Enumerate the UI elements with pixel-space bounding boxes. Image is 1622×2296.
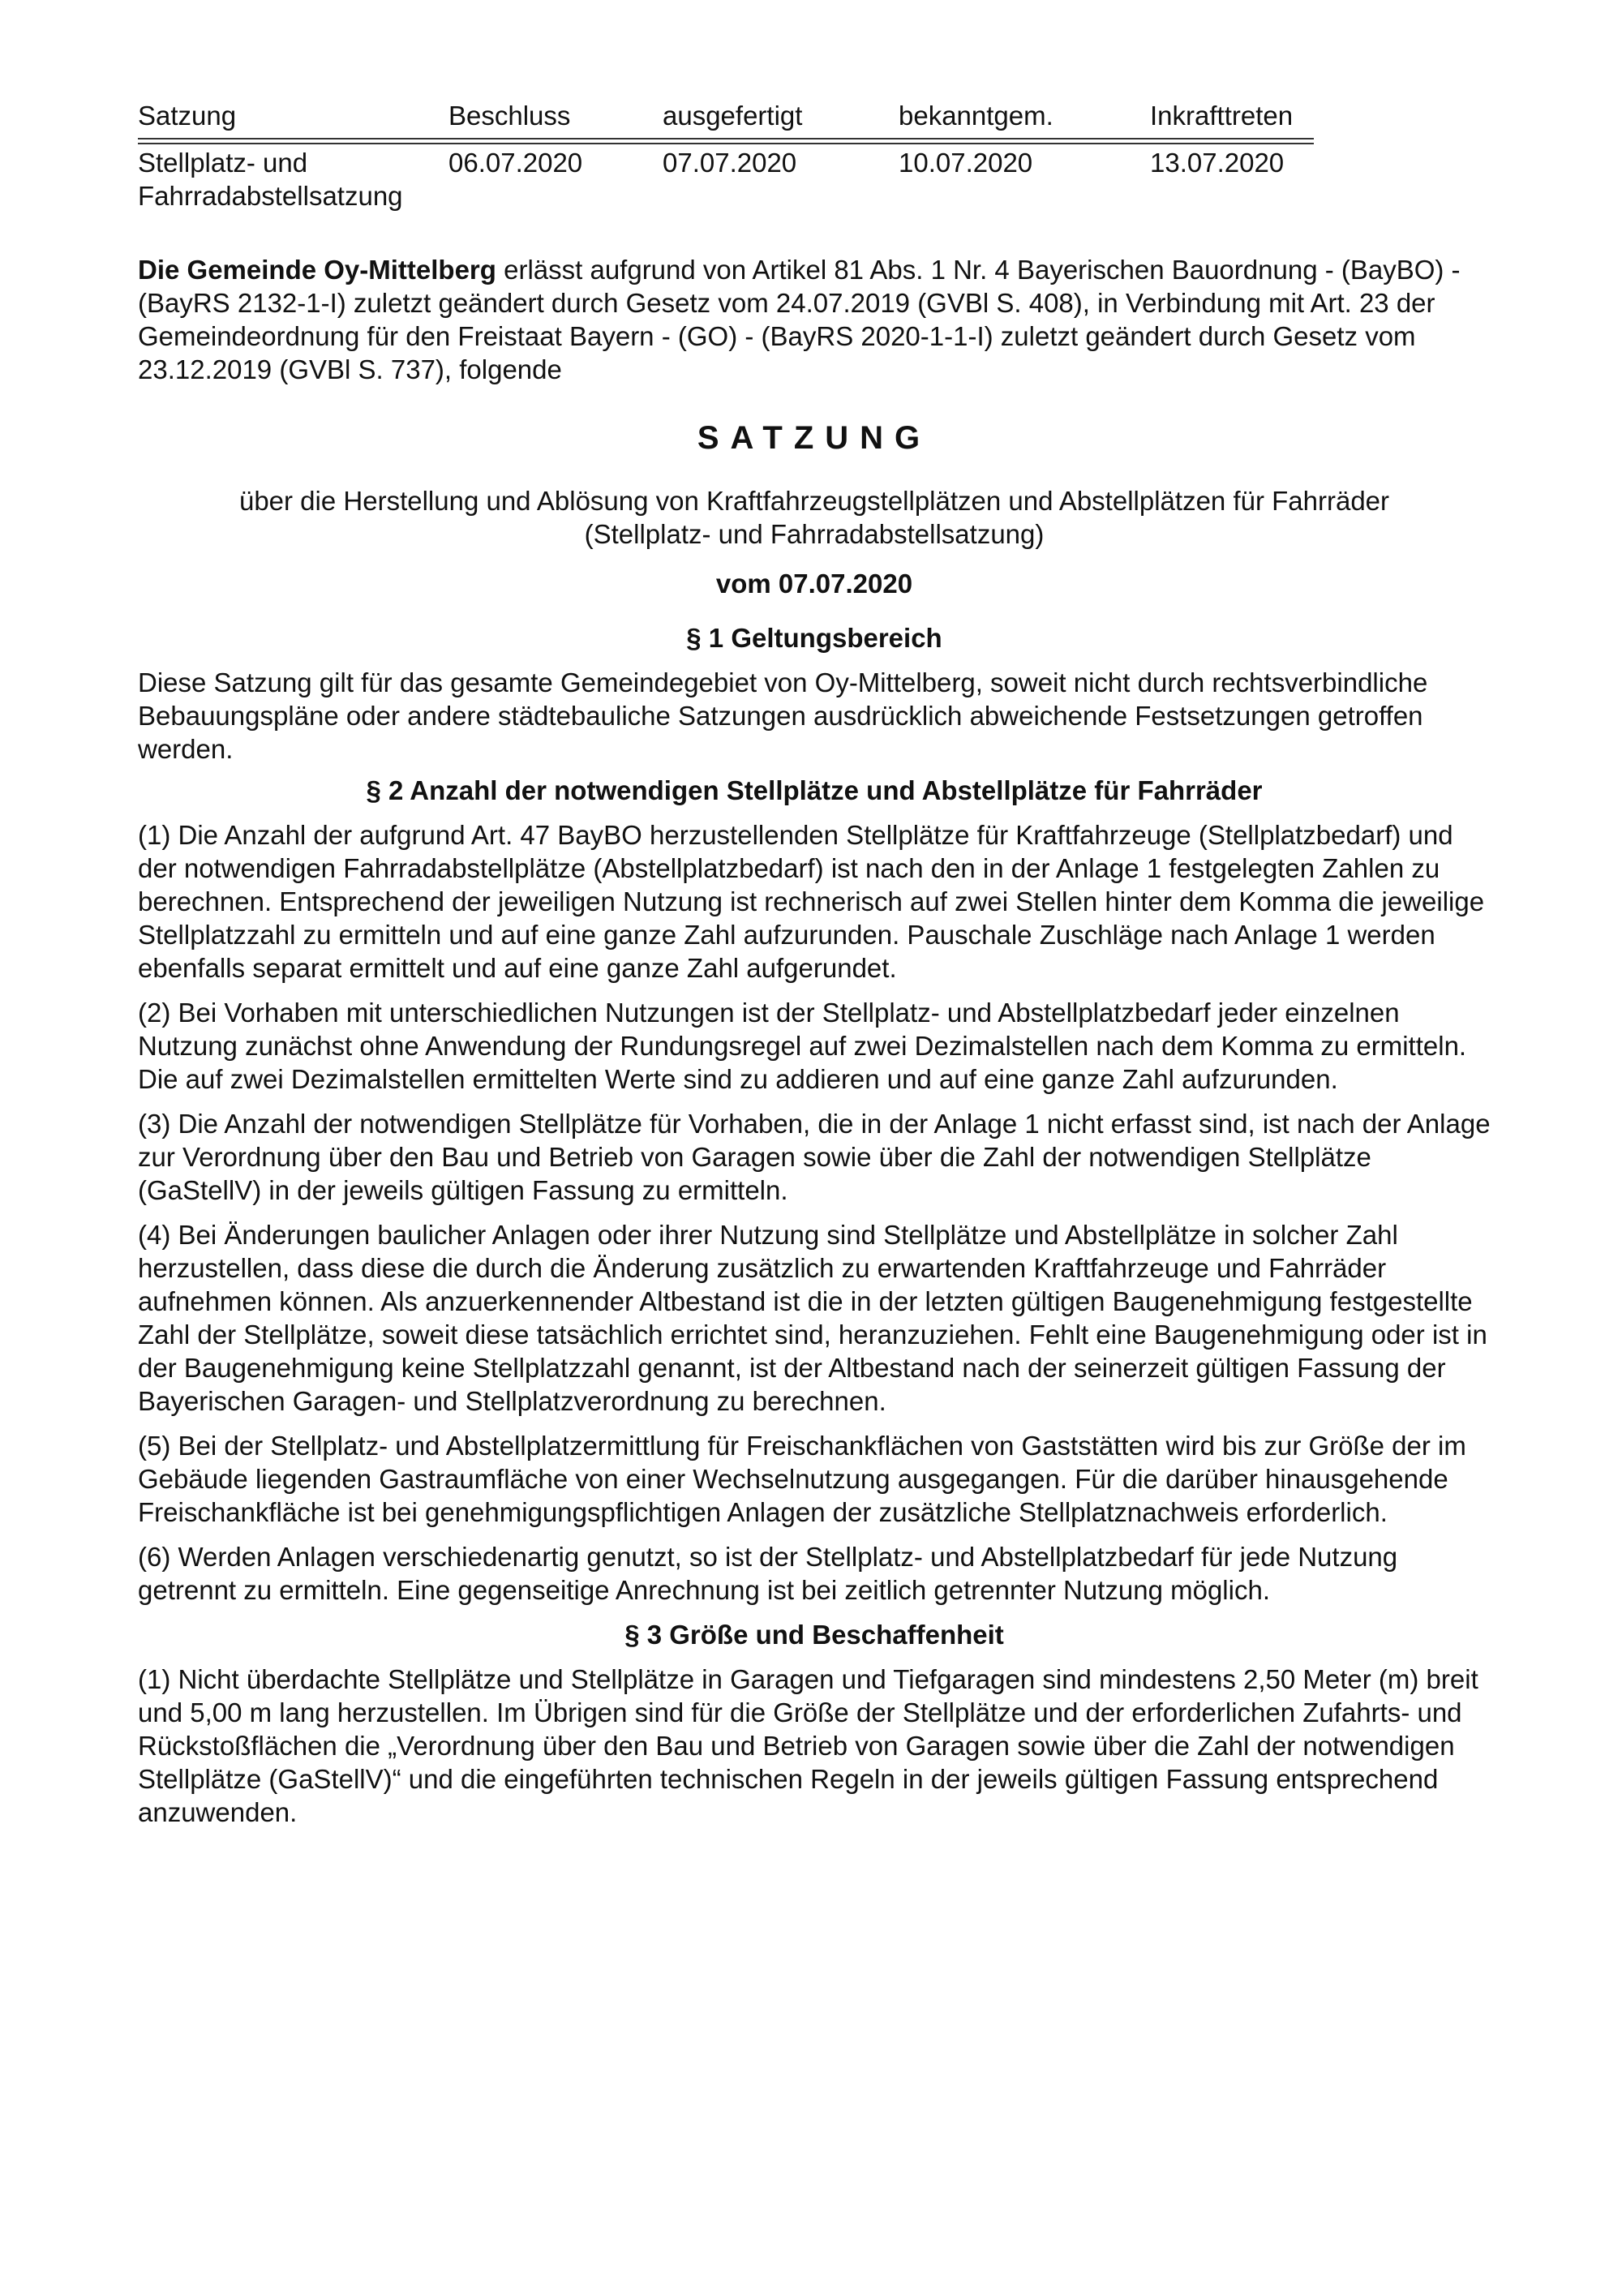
header-rule <box>138 143 1314 144</box>
metadata-table-header <box>138 99 1314 135</box>
section-heading: § 1 Geltungsbereich <box>686 623 942 653</box>
cell-ausgefertigt: 07.07.2020 <box>663 148 797 178</box>
section-2 <box>138 774 1491 1607</box>
header-satzung: Satzung <box>138 101 237 131</box>
section-paragraph: (3) Die Anzahl der notwendigen Stellplätze für Vorhaben, die in der Anlage 1 nicht erfasst sind, ist nach der Anlage zur Verordnung über den Bau und Betrieb von Garagen sowie über die Zahl der notwendigen Stellplätze (GaStellV) in der jeweils gültigen Fassung zu ermitteln. <box>138 1109 1491 1205</box>
section-heading: § 3 Größe und Beschaffenheit <box>624 1620 1004 1650</box>
header-inkrafttreten: Inkrafttreten <box>1150 101 1294 131</box>
header-beschluss: Beschluss <box>448 101 571 131</box>
section-paragraph: (6) Werden Anlagen verschiedenartig genutzt, so ist der Stellplatz- und Abstellplatzbedarf für jede Nutzung getrennt zu ermitteln. Eine gegenseitige Anrechnung ist bei zeitlich getrennter Nutzung möglich. <box>138 1542 1398 1605</box>
header-ausgefertigt: ausgefertigt <box>663 101 803 131</box>
document-title: SATZUNG <box>697 420 932 456</box>
cell-inkrafttreten: 13.07.2020 <box>1150 148 1285 178</box>
section-heading: § 2 Anzahl der notwendigen Stellplätze und Abstellplätze für Fahrräder <box>366 775 1263 805</box>
intro-paragraph <box>138 253 1491 386</box>
subtitle-line: (Stellplatz- und Fahrradabstellsatzung) <box>584 519 1045 549</box>
intro-text: erlässt aufgrund von Artikel 81 Abs. 1 Nr. 4 Bayerischen Bauordnung - (BayBO) - (BayRS 2132-1-I) zuletzt geändert durch Gesetz vom 24.07.2019 (GVBl S. 408), in Verbindung mit Art. 23 der Gemeindeordnung für den Freistaat Bayern - (GO) - (BayRS 2020-1-1-I) zuletzt geändert durch Gesetz vom 23.12.2019 (GVBl S. 737), folgende <box>138 255 1461 384</box>
intro-municipality: Die Gemeinde Oy-Mittelberg <box>138 255 496 285</box>
header-bekanntgem: bekanntgem. <box>899 101 1053 131</box>
section-1 <box>138 621 1491 766</box>
satzung-name-line: Fahrradabstellsatzung <box>138 181 403 211</box>
header-rule <box>138 138 1314 139</box>
metadata-table <box>138 91 1491 245</box>
section-paragraph: Diese Satzung gilt für das gesamte Gemeindegebiet von Oy-Mittelberg, soweit nicht durch rechtsverbindliche Bebauungspläne oder andere städtebauliche Satzungen ausdrücklich abweichende Festsetzungen getroffen werden. <box>138 667 1428 764</box>
cell-satzung-name <box>138 146 403 212</box>
section-paragraph: (2) Bei Vorhaben mit unterschiedlichen Nutzungen ist der Stellplatz- und Abstellplatzbedarf jeder einzelnen Nutzung zunächst ohne Anwendung der Rundungsregel auf zwei Dezimalstellen nach dem Komma zu ermitteln. Die auf zwei Dezimalstellen ermittelten Werte sind zu addieren und auf eine ganze Zahl aufzurunden. <box>138 998 1467 1094</box>
satzung-name-line: Stellplatz- und <box>138 148 308 178</box>
section-paragraph: (1) Nicht überdachte Stellplätze und Stellplätze in Garagen und Tiefgaragen sind mindestens 2,50 Meter (m) breit und 5,00 m lang herzustellen. Im Übrigen sind für die Größe der Stellplätze und der erforderlichen Zufahrts- und Rückstoßflächen die „Verordnung über den Bau und Betrieb von Garagen sowie über die Zahl der notwendigen Stellplätze (GaStellV)“ und die eingeführten technischen Regeln in der jeweils gültigen Fassung entsprechend anzuwenden. <box>138 1664 1478 1827</box>
section-paragraph: (1) Die Anzahl der aufgrund Art. 47 BayBO herzustellenden Stellplätze für Kraftfahrzeuge (Stellplatzbedarf) und der notwendigen Fahrradabstellplätze (Abstellplatzbedarf) ist nach den in der Anlage 1 festgelegten Zahlen zu berechnen. Entsprechend der jeweiligen Nutzung ist rechnerisch auf zwei Stellen hinter dem Komma die jeweilige Stellplatzzahl zu ermitteln und auf eine ganze Zahl aufzurunden. Pauschale Zuschläge nach Anlage 1 werden ebenfalls separat ermittelt und auf eine ganze Zahl aufgerundet. <box>138 820 1485 983</box>
document-subtitle <box>138 484 1491 551</box>
document-date: vom 07.07.2020 <box>715 569 913 599</box>
section-paragraph: (4) Bei Änderungen baulicher Anlagen oder ihrer Nutzung sind Stellplätze und Abstellplätze in solcher Zahl herzustellen, dass diese die durch die Änderung zusätzlich zu erwartenden Kraftfahrzeuge und Fahrräder aufnehmen können. Als anzuerkennender Altbestand ist die in der letzten gültigen Baugenehmigung festgestellte Zahl der Stellplätze, soweit diese tatsächlich errichtet sind, heranzuziehen. Fehlt eine Baugenehmigung oder ist in der Baugenehmigung keine Stellplatzzahl genannt, ist der Altbestand nach der seinerzeit gültigen Fassung der Bayerischen Garagen- und Stellplatzverordnung zu berechnen. <box>138 1220 1487 1416</box>
subtitle-line: über die Herstellung und Ablösung von Kraftfahrzeugstellplätzen und Abstellplätzen für Fahrräder <box>238 486 1390 516</box>
cell-bekanntgem: 10.07.2020 <box>899 148 1033 178</box>
document-page <box>138 91 1491 1840</box>
cell-beschluss: 06.07.2020 <box>448 148 583 178</box>
section-paragraph: (5) Bei der Stellplatz- und Abstellplatzermittlung für Freischankflächen von Gaststätten wird bis zur Größe der im Gebäude liegenden Gastraumfläche von einer Wechselnutzung ausgegangen. Für die darüber hinausgehende Freischankfläche ist bei genehmigungspflichtigen Anlagen der zusätzliche Stellplatznachweis erforderlich. <box>138 1431 1466 1527</box>
section-3 <box>138 1618 1491 1829</box>
